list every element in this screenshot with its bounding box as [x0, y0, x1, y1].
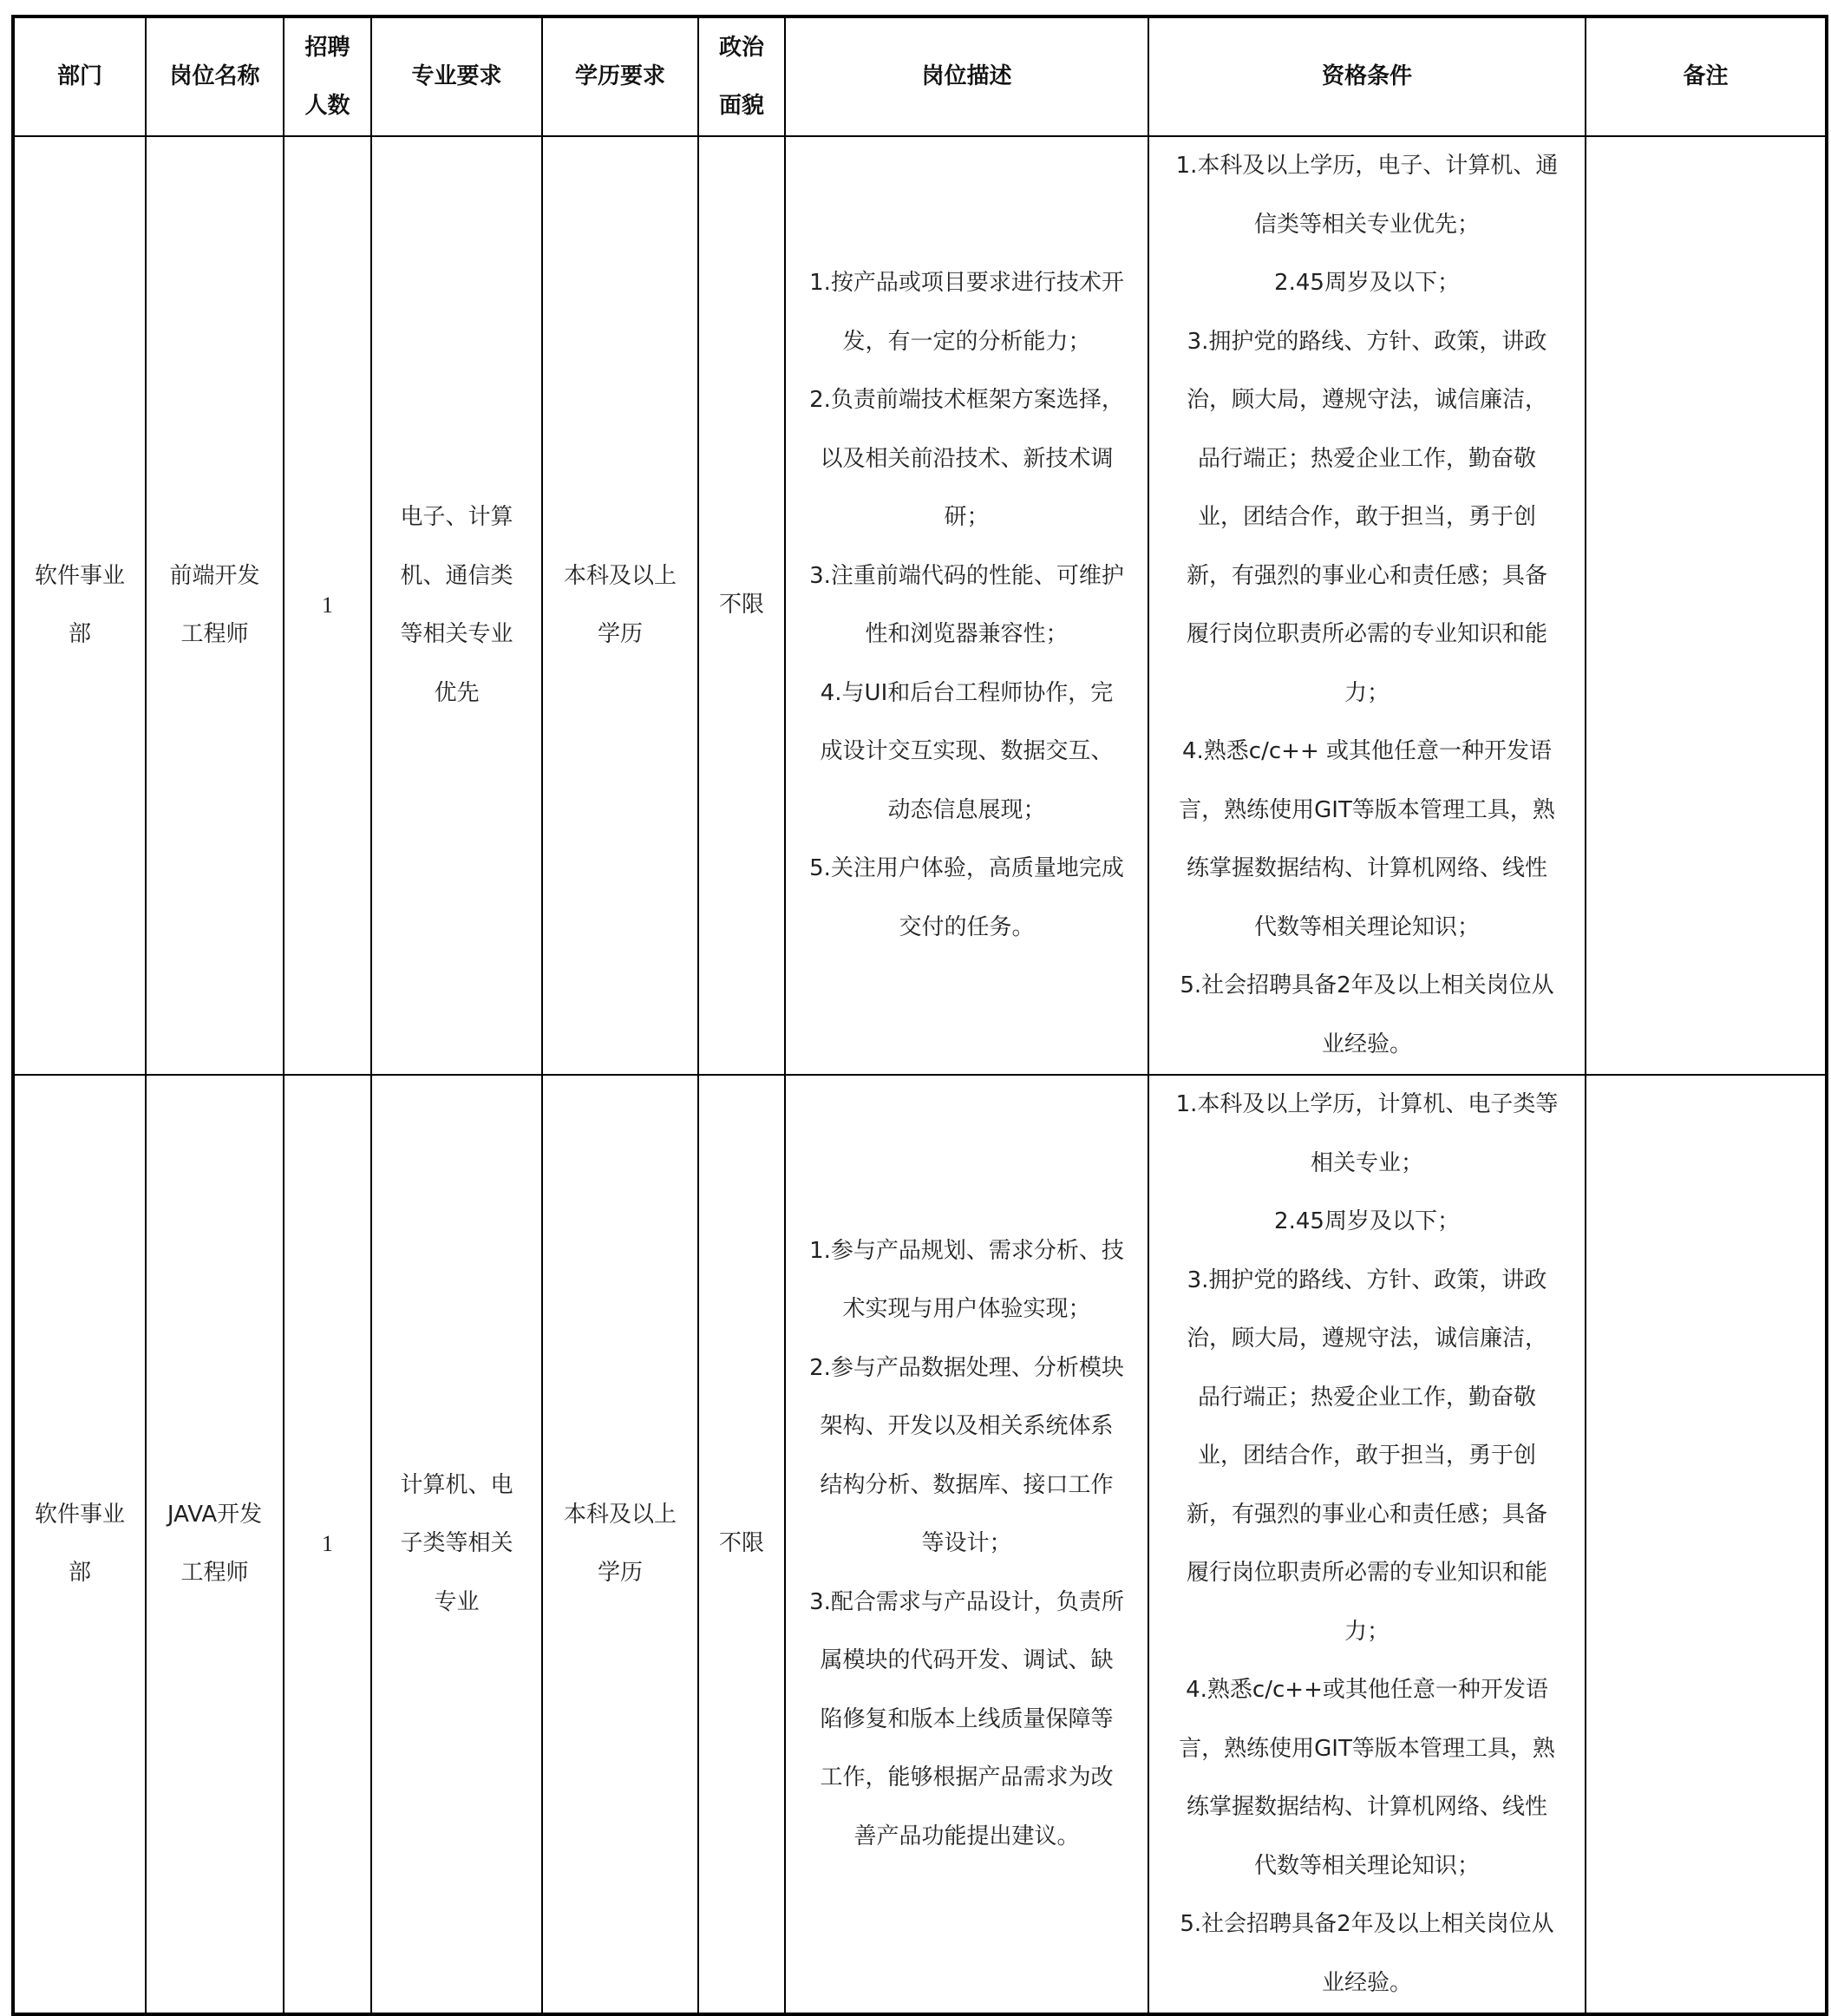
cell-major-line: 专业 [434, 1588, 480, 1615]
header-major [371, 16, 542, 136]
qual-line: 履行岗位职责所必需的专业知识和能 [1186, 621, 1547, 647]
cell-dept [13, 1075, 146, 2014]
qual-line: 1.本科及以上学历，电子、计算机、通 [1175, 153, 1559, 179]
desc-line: 1.按产品或项目要求进行技术开 [809, 270, 1124, 296]
cell-major-line: 电子、计算 [400, 504, 513, 530]
header-dept [13, 16, 146, 136]
cell-education-line: 学历 [597, 1560, 643, 1586]
desc-line: 结构分析、数据库、接口工作 [820, 1471, 1114, 1498]
header-qualifications-text: 资格条件 [1321, 63, 1412, 89]
cell-position-line: 工程师 [180, 1560, 249, 1586]
desc-line: 交付的任务。 [899, 913, 1035, 940]
qual-line: 履行岗位职责所必需的专业知识和能 [1186, 1560, 1547, 1586]
desc-line: 研； [944, 504, 990, 530]
qual-line: 3.拥护党的路线、方针、政策，讲政 [1187, 1267, 1547, 1293]
qual-line: 治，顾大局，遵规守法，诚信廉洁， [1186, 387, 1547, 413]
desc-line: 成设计交互实现、数据交互、 [820, 738, 1114, 764]
header-headcount-line2: 人数 [304, 92, 350, 119]
qual-line: 5.社会招聘具备2年及以上相关岗位从 [1180, 972, 1554, 998]
desc-line: 善产品功能提出建议。 [853, 1823, 1080, 1849]
cell-education [542, 136, 698, 1075]
qual-line: 治，顾大局，遵规守法，诚信廉洁， [1186, 1325, 1547, 1352]
qual-line: 3.拥护党的路线、方针、政策，讲政 [1187, 328, 1547, 355]
qual-line: 4.熟悉c/c++ 或其他任意一种开发语 [1182, 738, 1552, 764]
qual-line: 练掌握数据结构、计算机网络、线性 [1186, 855, 1547, 881]
cell-political [698, 136, 785, 1075]
header-political [698, 16, 785, 136]
qual-line: 1.本科及以上学历，计算机、电子类等 [1175, 1091, 1559, 1117]
qual-line: 言，熟练使用GIT等版本管理工具，熟 [1179, 1735, 1555, 1762]
qual-line: 5.社会招聘具备2年及以上相关岗位从 [1180, 1911, 1554, 1937]
cell-major-line: 计算机、电 [400, 1471, 513, 1498]
desc-line: 术实现与用户体验实现； [842, 1296, 1091, 1323]
cell-description [785, 136, 1148, 1075]
desc-line: 4.与UI和后台工程师协作，完 [820, 679, 1114, 706]
header-remarks [1586, 16, 1827, 136]
cell-dept-line: 部 [68, 1560, 91, 1586]
qual-line: 业，团结合作，敢于担当，勇于创 [1197, 504, 1536, 530]
cell-remarks [1586, 1075, 1827, 2014]
cell-education-line: 本科及以上 [563, 1501, 677, 1528]
cell-headcount-value: 1 [322, 592, 333, 619]
header-remarks-text: 备注 [1683, 63, 1729, 89]
header-major-text: 专业要求 [411, 63, 502, 89]
cell-education-line: 学历 [597, 621, 643, 647]
cell-political-value: 不限 [718, 1530, 764, 1557]
qual-line: 业，团结合作，敢于担当，勇于创 [1197, 1443, 1536, 1469]
header-position-text: 岗位名称 [169, 63, 260, 89]
cell-dept-line: 软件事业 [34, 562, 125, 589]
header-political-line1: 政治 [718, 34, 764, 61]
qual-line: 2.45周岁及以下； [1274, 1208, 1460, 1234]
cell-headcount [284, 136, 371, 1075]
desc-line: 3.配合需求与产品设计，负责所 [809, 1588, 1124, 1615]
desc-line: 5.关注用户体验，高质量地完成 [809, 855, 1124, 881]
header-headcount [284, 16, 371, 136]
desc-line: 陷修复和版本上线质量保障等 [820, 1705, 1114, 1732]
qual-line: 代数等相关理论知识； [1253, 1852, 1480, 1879]
desc-line: 动态信息展现； [887, 796, 1046, 823]
desc-line: 属模块的代码开发、调试、缺 [820, 1647, 1114, 1674]
header-position [146, 16, 284, 136]
cell-education-line: 本科及以上 [563, 562, 677, 589]
qual-line: 言，熟练使用GIT等版本管理工具，熟 [1179, 796, 1555, 823]
qual-line: 业经验。 [1321, 1969, 1412, 1996]
cell-description [785, 1075, 1148, 2014]
desc-line: 工作，能够根据产品需求为改 [820, 1764, 1114, 1791]
cell-dept-line: 软件事业 [34, 1501, 125, 1528]
qual-line: 练掌握数据结构、计算机网络、线性 [1186, 1794, 1547, 1820]
desc-line: 架构、开发以及相关系统体系 [820, 1413, 1114, 1440]
cell-political [698, 1075, 785, 2014]
cell-major [371, 136, 542, 1075]
header-education-text: 学历要求 [574, 63, 665, 89]
qual-line: 力； [1344, 1618, 1390, 1645]
qual-line: 品行端正；热爱企业工作，勤奋敬 [1197, 1384, 1536, 1411]
desc-line: 发，有一定的分析能力； [842, 328, 1091, 355]
cell-political-value: 不限 [718, 592, 764, 619]
qual-line: 信类等相关专业优先； [1253, 211, 1480, 238]
cell-position-line: 前端开发 [169, 562, 260, 589]
cell-remarks [1586, 136, 1827, 1075]
table-row [13, 136, 1827, 1075]
cell-position [146, 136, 284, 1075]
cell-major-line: 等相关专业 [400, 621, 513, 647]
header-headcount-line1: 招聘 [304, 34, 350, 61]
qual-line: 代数等相关理论知识； [1253, 913, 1480, 940]
qual-line: 2.45周岁及以下； [1274, 270, 1460, 296]
qual-line: 4.熟悉c/c++或其他任意一种开发语 [1186, 1677, 1548, 1703]
desc-line: 1.参与产品规划、需求分析、技 [809, 1237, 1124, 1264]
desc-line: 性和浏览器兼容性； [865, 621, 1069, 647]
header-qualifications [1148, 16, 1586, 136]
cell-qualifications [1148, 1075, 1586, 2014]
header-education [542, 16, 698, 136]
desc-line: 以及相关前沿技术、新技术调 [820, 445, 1114, 472]
cell-dept [13, 136, 146, 1075]
header-political-line2: 面貌 [718, 92, 764, 119]
cell-position [146, 1075, 284, 2014]
header-description [785, 16, 1148, 136]
header-description-text: 岗位描述 [921, 63, 1012, 89]
cell-position-line: JAVA开发 [167, 1501, 263, 1528]
desc-line: 2.参与产品数据处理、分析模块 [809, 1354, 1124, 1381]
cell-major-line: 机、通信类 [400, 562, 513, 589]
cell-headcount [284, 1075, 371, 2014]
header-dept-text: 部门 [56, 63, 102, 89]
qual-line: 力； [1344, 679, 1390, 706]
desc-line: 3.注重前端代码的性能、可维护 [809, 562, 1124, 589]
table-row [13, 1075, 1827, 2014]
cell-qualifications [1148, 136, 1586, 1075]
recruitment-table [11, 15, 1828, 2016]
qual-line: 品行端正；热爱企业工作，勤奋敬 [1197, 445, 1536, 472]
qual-line: 业经验。 [1321, 1031, 1412, 1057]
qual-line: 新，有强烈的事业心和责任感；具备 [1186, 1501, 1547, 1528]
cell-major [371, 1075, 542, 2014]
cell-position-line: 工程师 [180, 621, 249, 647]
qual-line: 新，有强烈的事业心和责任感；具备 [1186, 562, 1547, 589]
qual-line: 相关专业； [1310, 1149, 1423, 1176]
cell-dept-line: 部 [68, 621, 91, 647]
desc-line: 等设计； [921, 1530, 1012, 1557]
desc-line: 2.负责前端技术框架方案选择， [809, 387, 1124, 413]
cell-major-line: 优先 [434, 679, 480, 706]
header-row [13, 16, 1827, 136]
cell-headcount-value: 1 [322, 1531, 333, 1557]
cell-education [542, 1075, 698, 2014]
cell-major-line: 子类等相关 [400, 1530, 513, 1557]
